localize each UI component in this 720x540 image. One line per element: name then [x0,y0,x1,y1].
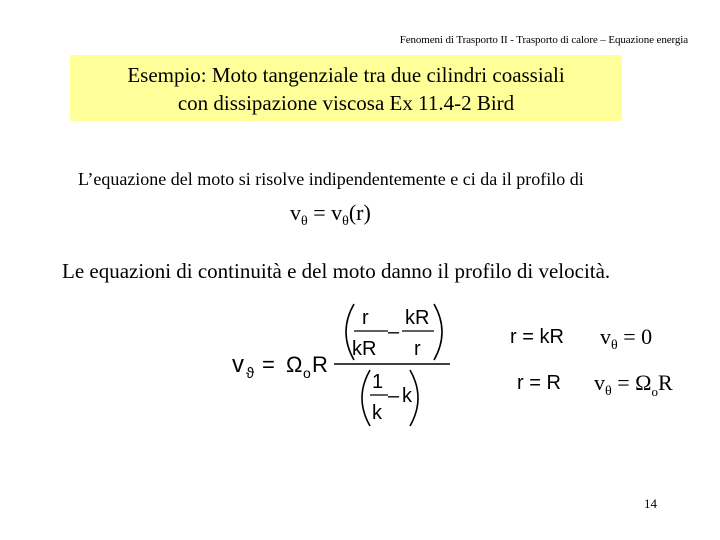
bc2-v: v [594,370,605,395]
bc2-omega: Ω [635,370,652,395]
bc2-lhs: r = R [517,372,561,394]
bc2-omega-sub: o [651,384,658,399]
eq1-v2: v [331,200,343,225]
eq1-theta2: θ [342,214,349,229]
eq1-v: v [290,200,301,225]
num-kr-top: kR [405,307,430,329]
slide-header: Fenomeni di Trasporto II - Trasporto di calore – Equazione energia [399,34,688,46]
eq1-equals: = [313,200,326,225]
den-one: 1 [372,371,384,393]
title-line-2: con dissipazione viscosa Ex 11.4-2 Bird [177,91,515,115]
den-left-paren [362,370,370,426]
bc1-rhs [600,324,653,353]
velocity-equation-figure [228,300,458,430]
bc1-lhs: r = kR [510,326,564,348]
num-kr-bottom: kR [352,338,377,360]
slide-title [70,55,622,121]
den-k-right: k [402,385,412,407]
intro-text: L’equazione del moto si risolve indipendentemente e ci da il profilo di [78,169,584,189]
bc1-theta: θ [611,338,618,353]
bc2-equals: = [617,370,630,395]
bc1-v: v [600,324,611,349]
bc1-value: = 0 [623,324,653,349]
eq1-r-arg: (r) [348,200,371,225]
lhs-equals: = [262,352,275,377]
lhs-sub: ϑ [246,365,255,382]
num-right-paren [434,304,442,360]
den-minus: – [388,385,400,407]
bc2-R: R [658,370,673,395]
omega-sub: o [303,365,311,381]
omega: Ω [286,352,303,377]
den-k: k [372,402,382,424]
big-R: R [312,352,328,377]
num-minus: – [388,321,400,343]
bc2-rhs [594,370,673,399]
velocity-profile-equation [290,200,371,229]
eq1-theta: θ [301,214,308,229]
continuity-paragraph: Le equazioni di continuità e del moto danno il profilo di velocità. [62,259,611,283]
title-line-1: Esempio: Moto tangenziale tra due cilindri coassiali [127,63,565,87]
page-number: 14 [644,496,657,511]
lhs-v: v [232,351,244,378]
bc2-theta: θ [605,384,612,399]
num-r: r [362,307,369,329]
num-r-bottom: r [414,338,421,360]
